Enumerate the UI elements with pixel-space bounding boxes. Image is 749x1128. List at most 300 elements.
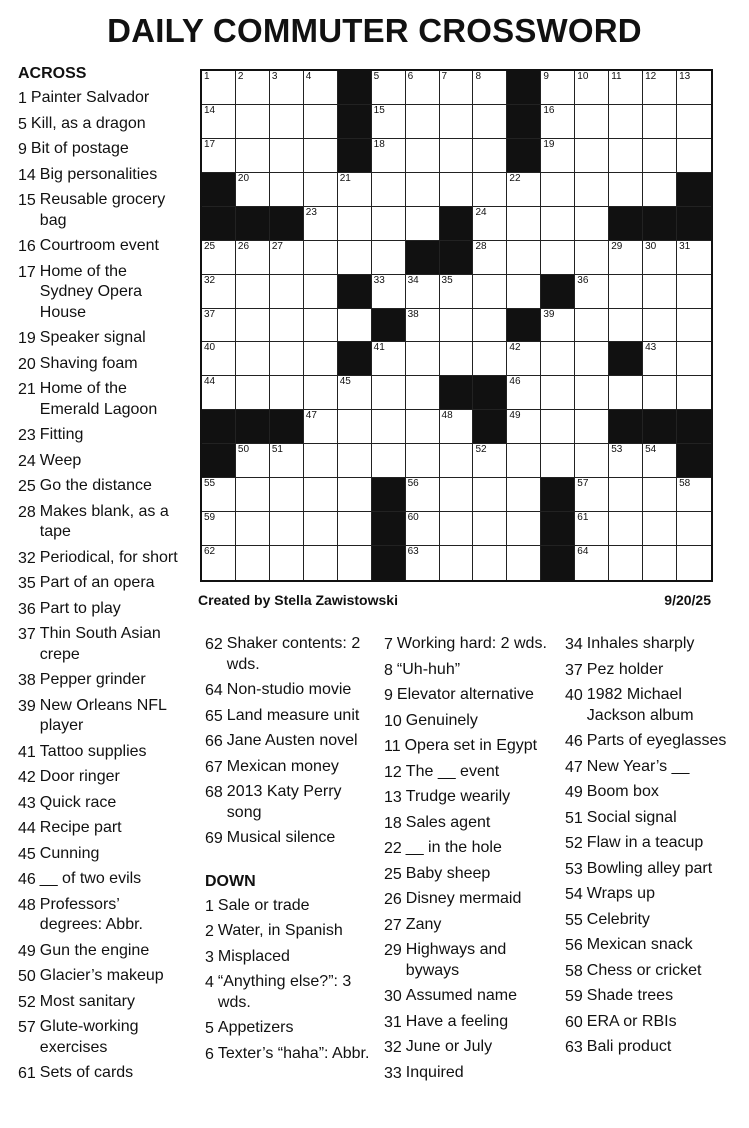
clue-text: The __ event bbox=[405, 762, 500, 780]
clue-number: 37 bbox=[18, 626, 36, 643]
clue-item bbox=[18, 893, 178, 939]
grid-square bbox=[440, 309, 474, 343]
clue-item bbox=[384, 1061, 554, 1087]
grid-square bbox=[236, 139, 270, 173]
grid-square bbox=[575, 173, 609, 207]
clue-text: “Uh-huh” bbox=[396, 660, 461, 678]
black-square bbox=[338, 71, 372, 105]
square-number: 41 bbox=[373, 342, 385, 354]
clue-item bbox=[18, 964, 178, 990]
clue-text: Bali product bbox=[586, 1038, 672, 1055]
clue-number: 19 bbox=[18, 330, 36, 347]
clue-item bbox=[565, 1035, 740, 1061]
clue-item bbox=[205, 729, 380, 755]
grid-square bbox=[270, 275, 304, 309]
clue-item bbox=[18, 377, 178, 423]
clue-number: 1 bbox=[18, 90, 27, 107]
black-square bbox=[440, 207, 474, 241]
clue-item bbox=[384, 760, 554, 786]
square-number: 42 bbox=[509, 342, 521, 354]
grid-square bbox=[507, 444, 541, 478]
across-heading: ACROSS bbox=[18, 65, 87, 82]
clue-item bbox=[18, 571, 178, 597]
clue-text: Inhales sharply bbox=[586, 635, 695, 652]
square-number: 8 bbox=[475, 71, 482, 82]
clue-number: 51 bbox=[565, 809, 583, 827]
grid-square bbox=[304, 512, 338, 546]
grid-square bbox=[575, 546, 609, 580]
grid-square bbox=[507, 207, 541, 241]
grid-square bbox=[270, 71, 304, 105]
grid-square bbox=[541, 207, 575, 241]
clue-number: 44 bbox=[18, 820, 36, 837]
clue-item bbox=[18, 163, 178, 189]
clue-text: Periodical, for short bbox=[39, 548, 178, 566]
clue-text: Painter Salvador bbox=[30, 89, 150, 106]
grid-square bbox=[473, 444, 507, 478]
clue-number: 69 bbox=[205, 830, 223, 847]
grid-square bbox=[575, 410, 609, 444]
clue-item bbox=[18, 188, 178, 234]
grid-square bbox=[643, 546, 677, 580]
grid-square bbox=[304, 207, 338, 241]
grid-square bbox=[270, 478, 304, 512]
clue-item bbox=[384, 984, 554, 1010]
clue-item bbox=[565, 908, 740, 934]
grid-square bbox=[338, 546, 372, 580]
grid-square bbox=[643, 342, 677, 376]
clue-number: 21 bbox=[18, 381, 36, 398]
grid-square bbox=[473, 105, 507, 139]
black-square bbox=[440, 376, 474, 410]
grid-square bbox=[643, 71, 677, 105]
clue-text: Home of the Sydney Opera House bbox=[39, 262, 143, 321]
clue-text: Pez holder bbox=[586, 660, 664, 678]
square-number: 50 bbox=[237, 444, 250, 456]
clue-item bbox=[18, 939, 178, 965]
black-square bbox=[236, 207, 270, 241]
black-square bbox=[270, 410, 304, 444]
clue-number: 25 bbox=[18, 478, 36, 495]
down-heading: DOWN bbox=[205, 872, 256, 890]
clue-item bbox=[18, 500, 178, 546]
clue-number: 43 bbox=[18, 794, 36, 812]
black-square bbox=[507, 139, 541, 173]
clue-text: Social signal bbox=[586, 808, 677, 826]
clue-text: “Anything else?”: 3 wds. bbox=[217, 973, 352, 1011]
clue-number: 46 bbox=[18, 871, 36, 888]
down-clues-column-3 bbox=[565, 632, 740, 1061]
square-number: 62 bbox=[204, 546, 216, 558]
grid-square bbox=[372, 71, 406, 105]
clue-text: Genuinely bbox=[405, 711, 478, 729]
square-number: 19 bbox=[543, 138, 555, 150]
square-number: 16 bbox=[543, 104, 555, 116]
black-square bbox=[541, 478, 575, 512]
clue-item bbox=[384, 1035, 554, 1061]
clue-text: New Orleans NFL player bbox=[39, 696, 167, 734]
grid-square bbox=[202, 105, 236, 139]
clue-item bbox=[18, 1061, 178, 1087]
clue-item bbox=[384, 785, 554, 811]
clue-text: Appetizers bbox=[217, 1019, 294, 1036]
square-number: 49 bbox=[509, 410, 521, 422]
grid-square bbox=[236, 105, 270, 139]
square-number: 40 bbox=[204, 342, 216, 354]
clue-number: 39 bbox=[18, 697, 36, 715]
clue-item bbox=[565, 1010, 740, 1036]
grid-square bbox=[202, 139, 236, 173]
square-number: 21 bbox=[339, 172, 351, 184]
grid-square bbox=[677, 275, 711, 309]
square-number: 36 bbox=[577, 274, 589, 286]
grid-square bbox=[270, 309, 304, 343]
clue-text: Chess or cricket bbox=[586, 961, 702, 979]
black-square bbox=[202, 207, 236, 241]
across-clues-column bbox=[18, 62, 178, 1087]
grid-square bbox=[507, 241, 541, 275]
grid-square bbox=[372, 207, 406, 241]
clue-item bbox=[18, 260, 178, 327]
grid-square bbox=[406, 71, 440, 105]
clue-item bbox=[205, 632, 380, 678]
clue-number: 64 bbox=[205, 682, 223, 699]
clue-text: Mexican money bbox=[226, 757, 339, 775]
square-number: 11 bbox=[611, 71, 622, 82]
grid-square bbox=[440, 71, 474, 105]
clue-item bbox=[565, 959, 740, 985]
clue-item bbox=[384, 862, 554, 888]
black-square bbox=[643, 207, 677, 241]
grid-square bbox=[304, 376, 338, 410]
grid-square bbox=[304, 173, 338, 207]
square-number: 58 bbox=[679, 478, 691, 490]
clue-item bbox=[384, 1010, 554, 1036]
clue-number: 58 bbox=[565, 962, 583, 980]
clue-number: 57 bbox=[18, 1019, 36, 1036]
clue-text: Weep bbox=[39, 451, 82, 469]
clue-text: Jane Austen novel bbox=[226, 732, 358, 749]
clue-number: 48 bbox=[18, 896, 36, 914]
black-square bbox=[372, 309, 406, 343]
clue-number: 35 bbox=[18, 575, 36, 592]
grid-square bbox=[440, 173, 474, 207]
clue-text: Thin South Asian crepe bbox=[39, 625, 161, 663]
clue-number: 34 bbox=[565, 636, 583, 653]
black-square bbox=[440, 241, 474, 275]
clue-item bbox=[205, 678, 380, 704]
clue-item bbox=[384, 913, 554, 939]
clue-number: 49 bbox=[565, 784, 583, 801]
grid-square bbox=[372, 410, 406, 444]
grid-square bbox=[270, 512, 304, 546]
square-number: 57 bbox=[577, 478, 589, 490]
clue-text: New Year’s __ bbox=[586, 757, 690, 775]
black-square bbox=[541, 512, 575, 546]
grid-square bbox=[507, 478, 541, 512]
black-square bbox=[541, 546, 575, 580]
grid-square bbox=[440, 410, 474, 444]
grid-square bbox=[372, 376, 406, 410]
square-number: 54 bbox=[645, 444, 657, 456]
clue-number: 61 bbox=[18, 1065, 36, 1082]
grid-square bbox=[304, 478, 338, 512]
clue-number: 47 bbox=[565, 758, 583, 776]
grid-square bbox=[473, 478, 507, 512]
clue-text: 2013 Katy Perry song bbox=[226, 783, 342, 821]
clue-text: Celebrity bbox=[586, 910, 650, 928]
clue-number: 67 bbox=[205, 758, 223, 776]
grid-square bbox=[406, 309, 440, 343]
grid-square bbox=[372, 173, 406, 207]
grid-square bbox=[440, 139, 474, 173]
clue-item bbox=[18, 137, 178, 163]
grid-square bbox=[304, 139, 338, 173]
clue-number: 68 bbox=[205, 784, 223, 801]
grid-square bbox=[677, 478, 711, 512]
clue-text: Opera set in Egypt bbox=[404, 737, 538, 754]
black-square bbox=[338, 139, 372, 173]
square-number: 2 bbox=[237, 71, 244, 82]
square-number: 59 bbox=[204, 512, 216, 524]
clue-number: 30 bbox=[384, 988, 402, 1005]
grid-square bbox=[236, 342, 270, 376]
grid-square bbox=[304, 444, 338, 478]
grid-square bbox=[440, 342, 474, 376]
clue-text: June or July bbox=[405, 1038, 493, 1055]
black-square bbox=[338, 105, 372, 139]
clue-item bbox=[18, 990, 178, 1016]
grid-square bbox=[304, 410, 338, 444]
grid-square bbox=[202, 241, 236, 275]
clue-item bbox=[18, 474, 178, 500]
square-number: 55 bbox=[204, 478, 216, 490]
grid-square bbox=[575, 342, 609, 376]
grid-square bbox=[609, 173, 643, 207]
grid-square bbox=[541, 105, 575, 139]
clue-item bbox=[18, 597, 178, 623]
grid-square bbox=[609, 478, 643, 512]
grid-square bbox=[677, 512, 711, 546]
grid-square bbox=[643, 241, 677, 275]
clue-item bbox=[18, 112, 178, 138]
clue-text: Wraps up bbox=[586, 885, 655, 902]
grid-square bbox=[609, 71, 643, 105]
clue-text: Non-studio movie bbox=[226, 681, 352, 698]
grid-square bbox=[202, 512, 236, 546]
grid-square bbox=[338, 410, 372, 444]
grid-square bbox=[440, 444, 474, 478]
grid-square bbox=[270, 546, 304, 580]
black-square bbox=[338, 275, 372, 309]
square-number: 15 bbox=[373, 104, 385, 116]
clue-text: Bit of postage bbox=[30, 140, 129, 157]
down-clue-list bbox=[205, 894, 380, 1068]
clue-number: 6 bbox=[205, 1045, 214, 1063]
grid-square bbox=[609, 376, 643, 410]
black-square bbox=[507, 105, 541, 139]
clue-number: 45 bbox=[18, 845, 36, 863]
clue-item bbox=[384, 836, 554, 862]
grid-cells bbox=[202, 71, 711, 580]
puzzle-date: 9/20/25 bbox=[664, 592, 711, 608]
grid-square bbox=[372, 342, 406, 376]
grid-square bbox=[541, 71, 575, 105]
square-number: 32 bbox=[204, 274, 216, 286]
grid-square bbox=[406, 207, 440, 241]
clue-item bbox=[18, 1015, 178, 1061]
clue-text: Baby sheep bbox=[405, 864, 491, 882]
clue-text: __ of two evils bbox=[39, 870, 142, 887]
square-number: 6 bbox=[407, 71, 414, 82]
grid-square bbox=[677, 105, 711, 139]
clue-number: 29 bbox=[384, 942, 402, 959]
grid-square bbox=[677, 342, 711, 376]
grid-square bbox=[541, 376, 575, 410]
clue-text: Inquired bbox=[405, 1063, 464, 1081]
clue-item bbox=[18, 668, 178, 694]
clue-number: 16 bbox=[18, 238, 36, 255]
clue-text: Fitting bbox=[39, 426, 84, 443]
clue-number: 31 bbox=[384, 1013, 402, 1031]
black-square bbox=[473, 376, 507, 410]
square-number: 53 bbox=[611, 444, 623, 456]
clue-number: 54 bbox=[565, 886, 583, 903]
grid-square bbox=[270, 173, 304, 207]
clue-number: 36 bbox=[18, 600, 36, 618]
square-number: 4 bbox=[305, 71, 312, 82]
clue-item bbox=[384, 938, 554, 984]
grid-square bbox=[406, 512, 440, 546]
across-clue-list bbox=[18, 86, 178, 1087]
grid-square bbox=[338, 173, 372, 207]
clue-item bbox=[205, 919, 380, 945]
clue-text: Parts of eyeglasses bbox=[586, 732, 727, 749]
clue-text: Most sanitary bbox=[39, 992, 135, 1010]
grid-square bbox=[372, 105, 406, 139]
grid-square bbox=[440, 478, 474, 512]
clue-number: 52 bbox=[565, 835, 583, 852]
square-number: 44 bbox=[204, 376, 216, 388]
grid-square bbox=[507, 376, 541, 410]
clue-item bbox=[384, 632, 554, 658]
down-clue-list-2 bbox=[384, 632, 554, 1086]
grid-square bbox=[575, 71, 609, 105]
clue-number: 55 bbox=[565, 911, 583, 929]
grid-square bbox=[236, 444, 270, 478]
clue-text: Sets of cards bbox=[39, 1064, 134, 1081]
square-number: 18 bbox=[373, 138, 385, 150]
black-square bbox=[609, 410, 643, 444]
grid-square bbox=[236, 173, 270, 207]
grid-square bbox=[338, 478, 372, 512]
grid-square bbox=[236, 376, 270, 410]
clue-text: Sale or trade bbox=[217, 896, 310, 914]
grid-square bbox=[304, 241, 338, 275]
clue-text: Zany bbox=[405, 915, 442, 933]
clue-item bbox=[565, 658, 740, 684]
black-square bbox=[507, 71, 541, 105]
black-square bbox=[609, 342, 643, 376]
grid-square bbox=[473, 546, 507, 580]
grid-square bbox=[406, 173, 440, 207]
clue-item bbox=[205, 894, 380, 920]
clue-text: Have a feeling bbox=[405, 1012, 509, 1030]
clue-number: 33 bbox=[384, 1064, 402, 1082]
grid-square bbox=[575, 444, 609, 478]
grid-square bbox=[473, 173, 507, 207]
grid-square bbox=[338, 207, 372, 241]
square-number: 47 bbox=[305, 410, 317, 422]
clue-number: 7 bbox=[384, 636, 393, 653]
grid-square bbox=[643, 512, 677, 546]
clue-item bbox=[205, 945, 380, 971]
grid-square bbox=[270, 342, 304, 376]
clue-number: 63 bbox=[565, 1039, 583, 1056]
clue-item bbox=[18, 791, 178, 817]
clue-text: Makes blank, as a tape bbox=[39, 502, 169, 540]
clue-text: Speaker signal bbox=[39, 329, 146, 346]
clue-number: 52 bbox=[18, 993, 36, 1011]
square-number: 48 bbox=[441, 410, 453, 422]
clue-number: 1 bbox=[205, 897, 214, 915]
clue-number: 5 bbox=[205, 1020, 214, 1037]
square-number: 34 bbox=[407, 274, 419, 286]
grid-square bbox=[202, 309, 236, 343]
grid-square bbox=[473, 275, 507, 309]
clue-number: 37 bbox=[565, 661, 583, 679]
grid-square bbox=[643, 275, 677, 309]
clue-item bbox=[565, 831, 740, 857]
black-square bbox=[270, 207, 304, 241]
clue-text: Glute-working exercises bbox=[39, 1018, 139, 1056]
square-number: 37 bbox=[204, 308, 216, 320]
black-square bbox=[677, 173, 711, 207]
clue-item bbox=[18, 842, 178, 868]
square-number: 5 bbox=[373, 71, 380, 82]
clue-number: 10 bbox=[384, 712, 402, 730]
grid-square bbox=[270, 139, 304, 173]
square-number: 63 bbox=[407, 546, 419, 558]
grid-square bbox=[473, 207, 507, 241]
clue-number: 46 bbox=[565, 733, 583, 750]
grid-square bbox=[609, 139, 643, 173]
clue-number: 25 bbox=[384, 865, 402, 883]
clue-item bbox=[18, 867, 178, 893]
square-number: 46 bbox=[509, 376, 521, 388]
square-number: 64 bbox=[577, 546, 589, 558]
square-number: 27 bbox=[271, 240, 283, 252]
clue-item bbox=[18, 234, 178, 260]
clue-text: Bowling alley part bbox=[586, 859, 713, 877]
grid-square bbox=[575, 139, 609, 173]
square-number: 43 bbox=[645, 342, 657, 354]
square-number: 10 bbox=[577, 71, 589, 82]
clue-text: Shaving foam bbox=[39, 354, 138, 372]
clue-number: 8 bbox=[384, 661, 393, 679]
clue-item bbox=[205, 970, 380, 1016]
square-number: 24 bbox=[475, 206, 487, 218]
grid-square bbox=[236, 546, 270, 580]
clue-item bbox=[18, 694, 178, 740]
black-square bbox=[507, 309, 541, 343]
clue-number: 59 bbox=[565, 988, 583, 1005]
clue-item bbox=[205, 826, 380, 852]
grid-square bbox=[507, 342, 541, 376]
clue-number: 2 bbox=[205, 923, 214, 940]
clue-item bbox=[18, 765, 178, 791]
clue-item bbox=[18, 352, 178, 378]
